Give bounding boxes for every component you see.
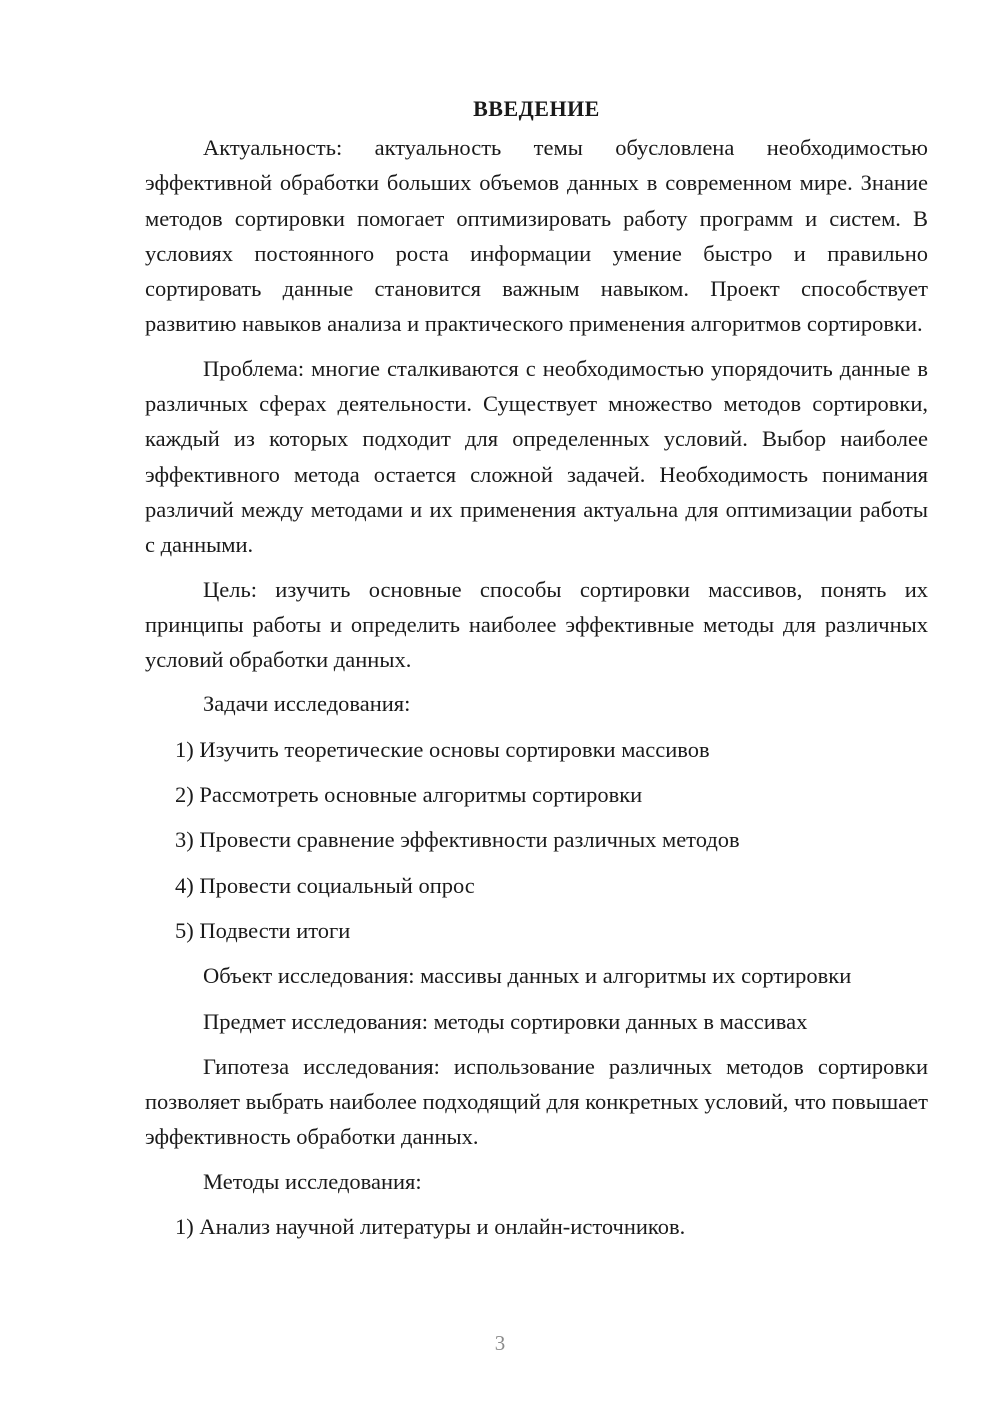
paragraph-relevance: Актуальность: актуальность темы обусловлена необходимостью эффективной обработки больших объемов данных в современном мире. Знание методов сортировки помогает оптимизировать работу программ и систем. В условиях постоянного роста информации умение быстро и правильно сортировать данные становится важным навыком. Проект способствует развитию навыков анализа и практического применения алгоритмов сортировки.	[145, 135, 928, 337]
paragraph-goal: Цель: изучить основные способы сортировки массивов, понять их принципы работы и определить наиболее эффективные методы для различных условий обработки данных.	[145, 576, 928, 673]
page-title: ВВЕДЕНИЕ	[473, 96, 600, 121]
page-number: 3	[494, 1331, 506, 1355]
task-item: 1) Изучить теоретические основы сортировки массивов	[175, 736, 710, 762]
tasks-heading: Задачи исследования:	[203, 691, 411, 717]
research-hypothesis: Гипотеза исследования: использование различных методов сортировки позволяет выбрать наиболее подходящий для конкретных условий, что повышает эффективность обработки данных.	[145, 1053, 928, 1150]
task-item: 3) Провести сравнение эффективности различных методов	[175, 827, 740, 853]
method-item: 1) Анализ научной литературы и онлайн-источников.	[175, 1214, 686, 1240]
task-item: 2) Рассмотреть основные алгоритмы сортировки	[175, 782, 643, 808]
document-page	[145, 92, 928, 1244]
task-item: 5) Подвести итоги	[175, 917, 351, 943]
methods-heading: Методы исследования:	[203, 1168, 422, 1194]
research-subject: Предмет исследования: методы сортировки данных в массивах	[203, 1008, 808, 1034]
task-item: 4) Провести социальный опрос	[175, 872, 475, 898]
research-object: Объект исследования: массивы данных и алгоритмы их сортировки	[203, 963, 852, 989]
paragraph-problem: Проблема: многие сталкиваются с необходимостью упорядочить данные в различных сферах деятельности. Существует множество методов сортировки, каждый из которых подходит для определенных условий. Выбор наиболее эффективного метода остается сложной задачей. Необходимость понимания различий между методами и их применения актуальна для оптимизации работы с данными.	[145, 355, 928, 558]
